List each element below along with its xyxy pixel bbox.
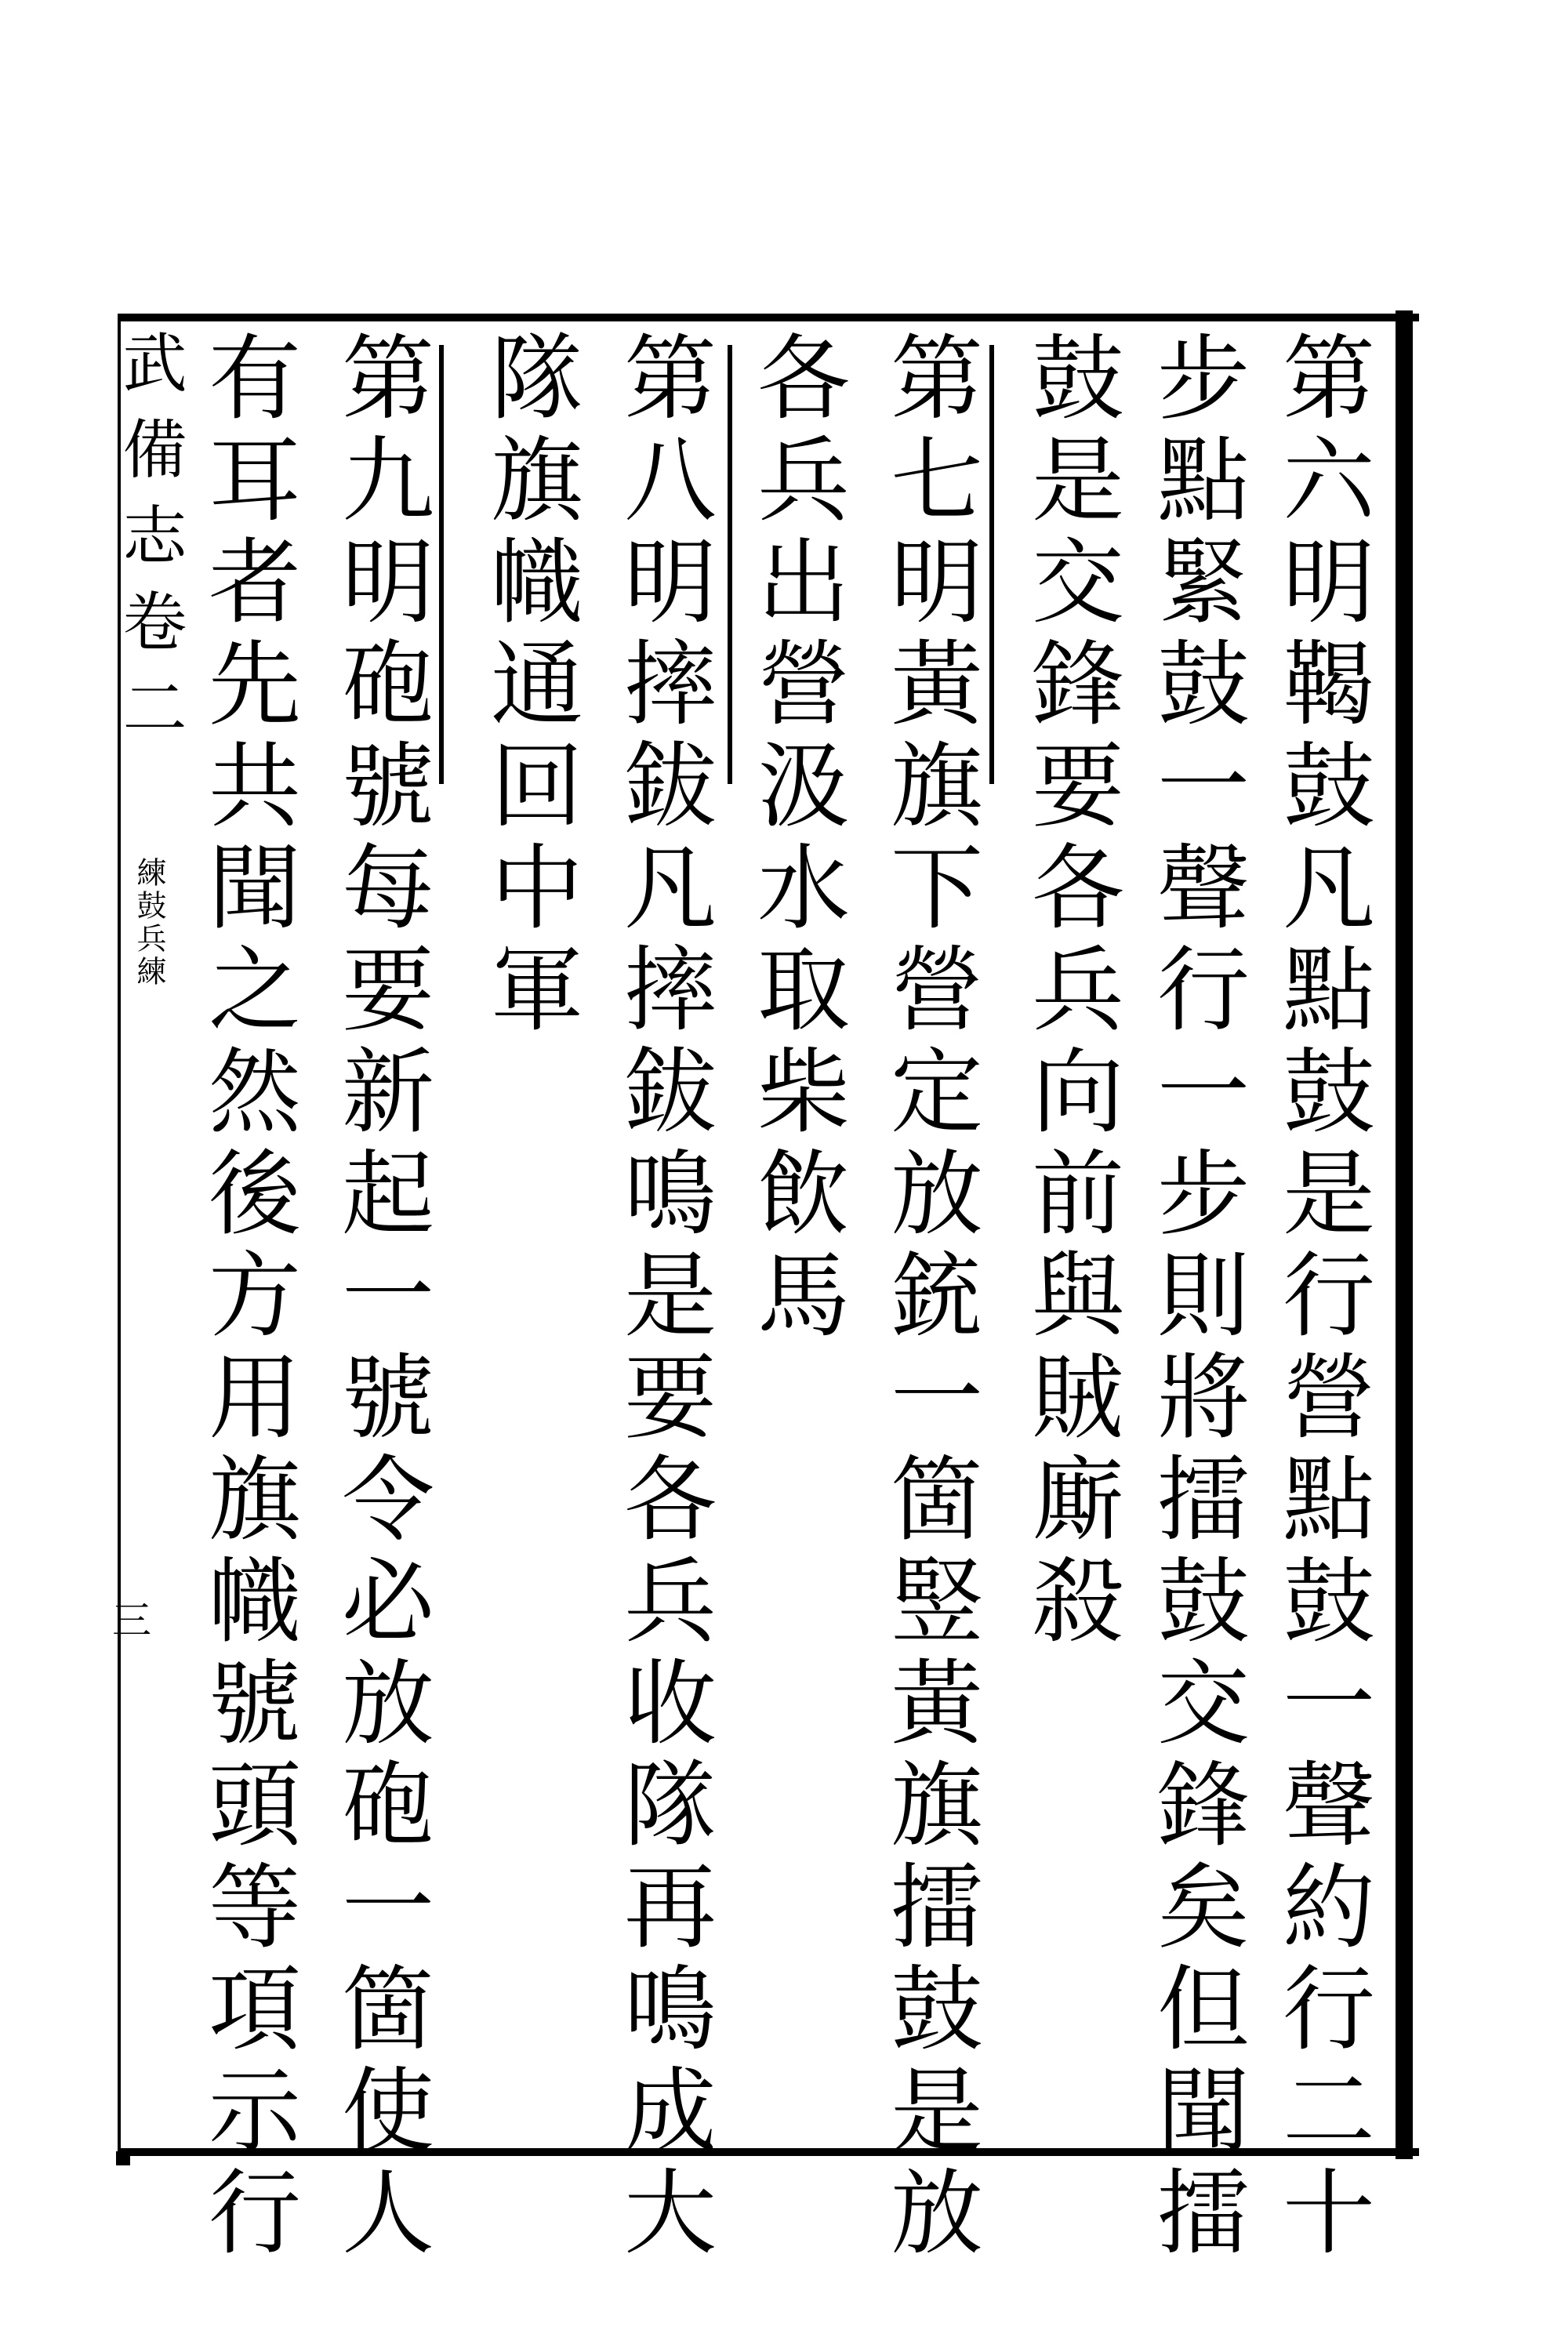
margin-section: 練鼓兵練 [132, 857, 166, 989]
column-divider [728, 345, 732, 784]
text-column-8: 第九明砲號每要新起一號令必放砲一箇使人 [326, 329, 434, 2266]
text-column-3: 鼓是交鋒要各兵向前與賊廝殺 [1016, 329, 1124, 1654]
text-column-5: 各兵出營汲水取柴飲馬 [742, 329, 850, 1348]
text-column-1: 第六明鞨鼓凡點鼓是行營點鼓一聲約行二十 [1267, 329, 1375, 2266]
margin-book-title: 武備志卷二 [112, 329, 187, 760]
text-column-9: 有耳者先共聞之然後方用旗幟號頭等項示行 [193, 329, 301, 2266]
text-column-6: 第八明摔鈸凡摔鈸鳴是要各兵收隊再鳴成大 [608, 329, 717, 2266]
text-column-2: 步點緊鼓一聲行一步則將擂鼓交鋒矣但聞擂 [1142, 329, 1250, 2266]
column-divider [439, 345, 444, 784]
text-column-7: 隊旗幟通回中軍 [475, 329, 583, 1043]
text-column-4: 第七明黃旗下營定放銃一箇竪黃旗擂鼓是放 [875, 329, 983, 2266]
frame-right-border [1396, 310, 1413, 2159]
column-divider [989, 345, 994, 784]
margin-title [112, 329, 187, 989]
corner-mark [116, 2151, 130, 2165]
folio-number: 三 [106, 1599, 151, 1639]
